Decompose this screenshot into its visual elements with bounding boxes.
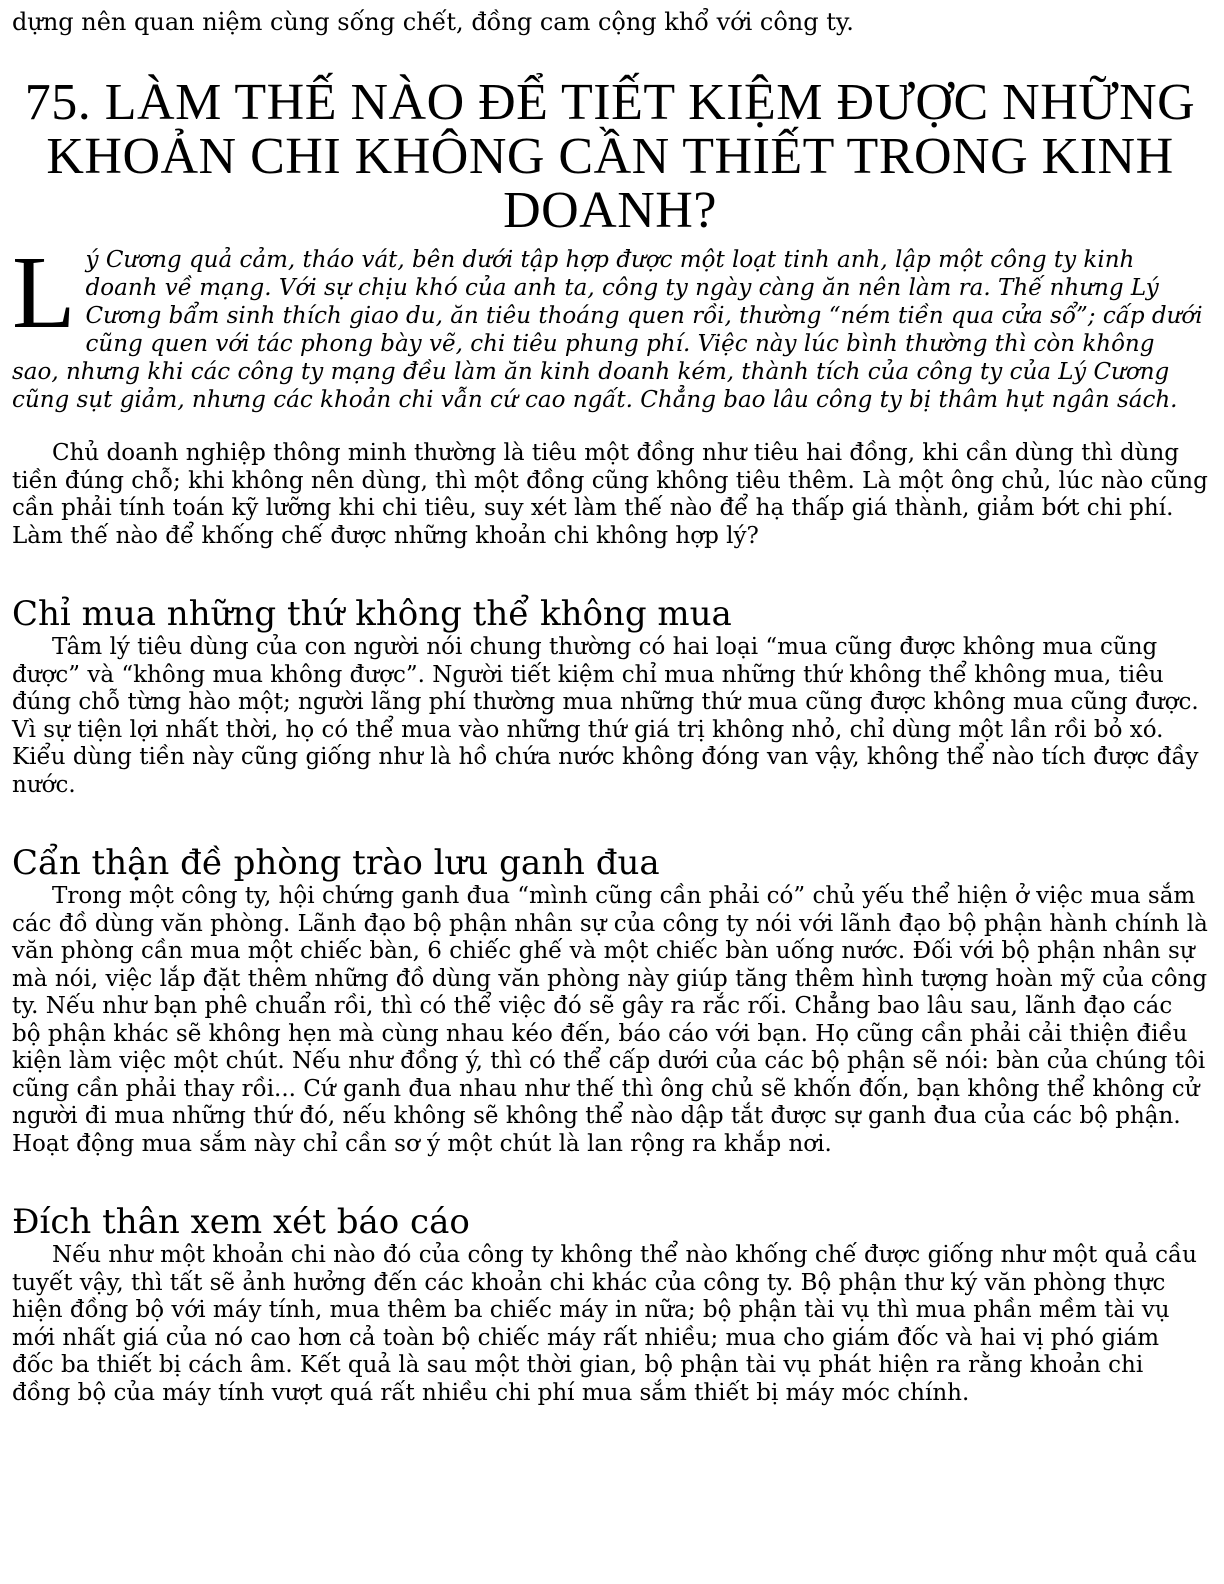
section-heading-buy-only-necessary: Chỉ mua những thứ không thể không mua: [12, 594, 732, 634]
section-heading-beware-competition: Cẩn thận đề phòng trào lưu ganh đua: [12, 843, 660, 883]
intro-paragraph: [12, 235, 1208, 414]
opening-paragraph: Chủ doanh nghiệp thông minh thường là tiêu một đồng như tiêu hai đồng, khi cần dùng thì dùng tiền đúng chỗ; khi không nên dùng, thì một đồng cũng không tiêu thêm. Là một ông chủ, lúc nào cũng cần phải tính toán kỹ lưỡng khi chi tiêu, suy xét làm thế nào để hạ thấp giá thành, giảm bớt chi phí. Làm thế nào để khống chế được những khoản chi không hợp lý?: [12, 440, 1208, 549]
section-heading-review-reports: Đích thân xem xét báo cáo: [12, 1202, 470, 1242]
drop-cap: L: [12, 235, 76, 350]
chapter-title: 75. LÀM THẾ NÀO ĐỂ TIẾT KIỆM ĐƯỢC NHỮNG KHOẢN CHI KHÔNG CẦN THIẾT TRONG KINH DOANH?: [24, 74, 1196, 239]
section-body-buy-only-necessary: Tâm lý tiêu dùng của con người nói chung thường có hai loại “mua cũng được không mua cũng được” và “không mua không được”. Người tiết kiệm chỉ mua những thứ không thể không mua, tiêu đúng chỗ từng hào một; người lãng phí thường mua những thứ mua cũng được không mua cũng được. Vì sự tiện lợi nhất thời, họ có thể mua vào những thứ giá trị không nhỏ, chỉ dùng một lần rồi bỏ xó. Kiểu dùng tiền này cũng giống như là hồ chứa nước không đóng van vậy, không thể nào tích được đầy nước.: [12, 634, 1199, 798]
intro-text: ý Cương quả cảm, tháo vát, bên dưới tập hợp được một loạt tinh anh, lập một công ty kinh doanh về mạng. Với sự chịu khó của anh ta, công ty ngày càng ăn nên làm ra. Thế nhưng Lý Cương bẩm sinh thích giao du, ăn tiêu thoáng quen rồi, thường “ném tiền qua cửa sổ”; cấp dưới cũng quen với tác phong bày vẽ, chi tiêu phung phí. Việc này lúc bình thường thì còn không sao, nhưng khi các công ty mạng đều làm ăn kinh doanh kém, thành tích của công ty của Lý Cương cũng sụt giảm, nhưng các khoản chi vẫn cứ cao ngất. Chẳng bao lâu công ty bị thâm hụt ngân sách.: [12, 247, 1203, 413]
document-page: [12, 6, 1208, 1407]
continued-text-line: dựng nên quan niệm cùng sống chết, đồng cam cộng khổ với công ty.: [12, 8, 854, 36]
section-body-beware-competition: Trong một công ty, hội chứng ganh đua “mình cũng cần phải có” chủ yếu thể hiện ở việc mua sắm các đồ dùng văn phòng. Lãnh đạo bộ phận nhân sự của công ty nói với lãnh đạo bộ phận hành chính là văn phòng cần mua một chiếc bàn, 6 chiếc ghế và một chiếc bàn uống nước. Đối với bộ phận nhân sự mà nói, việc lắp đặt thêm những đồ dùng văn phòng này giúp tăng thêm hình tượng hoàn mỹ của công ty. Nếu như bạn phê chuẩn rồi, thì có thể việc đó sẽ gây ra rắc rối. Chẳng bao lâu sau, lãnh đạo các bộ phận khác sẽ không hẹn mà cùng nhau kéo đến, báo cáo với bạn. Họ cũng cần phải cải thiện điều kiện làm việc một chút. Nếu như đồng ý, thì có thể cấp dưới của các bộ phận sẽ nói: bàn của chúng tôi cũng cần phải thay rồi... Cứ ganh đua nhau như thế thì ông chủ sẽ khốn đốn, bạn không thể không cử người đi mua những thứ đó, nếu không sẽ không thể nào dập tắt được sự ganh đua của các bộ phận. Hoạt động mua sắm này chỉ cần sơ ý một chút là lan rộng ra khắp nơi.: [12, 883, 1208, 1157]
section-body-review-reports: Nếu như một khoản chi nào đó của công ty không thể nào khống chế được giống như một quả cầu tuyết vậy, thì tất sẽ ảnh hưởng đến các khoản chi khác của công ty. Bộ phận thư ký văn phòng thực hiện đồng bộ với máy tính, mua thêm ba chiếc máy in nữa; bộ phận tài vụ thì mua phần mềm tài vụ mới nhất giá của nó cao hơn cả toàn bộ chiếc máy rất nhiều; mua cho giám đốc và hai vị phó giám đốc ba thiết bị cách âm. Kết quả là sau một thời gian, bộ phận tài vụ phát hiện ra rằng khoản chi đồng bộ của máy tính vượt quá rất nhiều chi phí mua sắm thiết bị máy móc chính.: [12, 1242, 1197, 1406]
